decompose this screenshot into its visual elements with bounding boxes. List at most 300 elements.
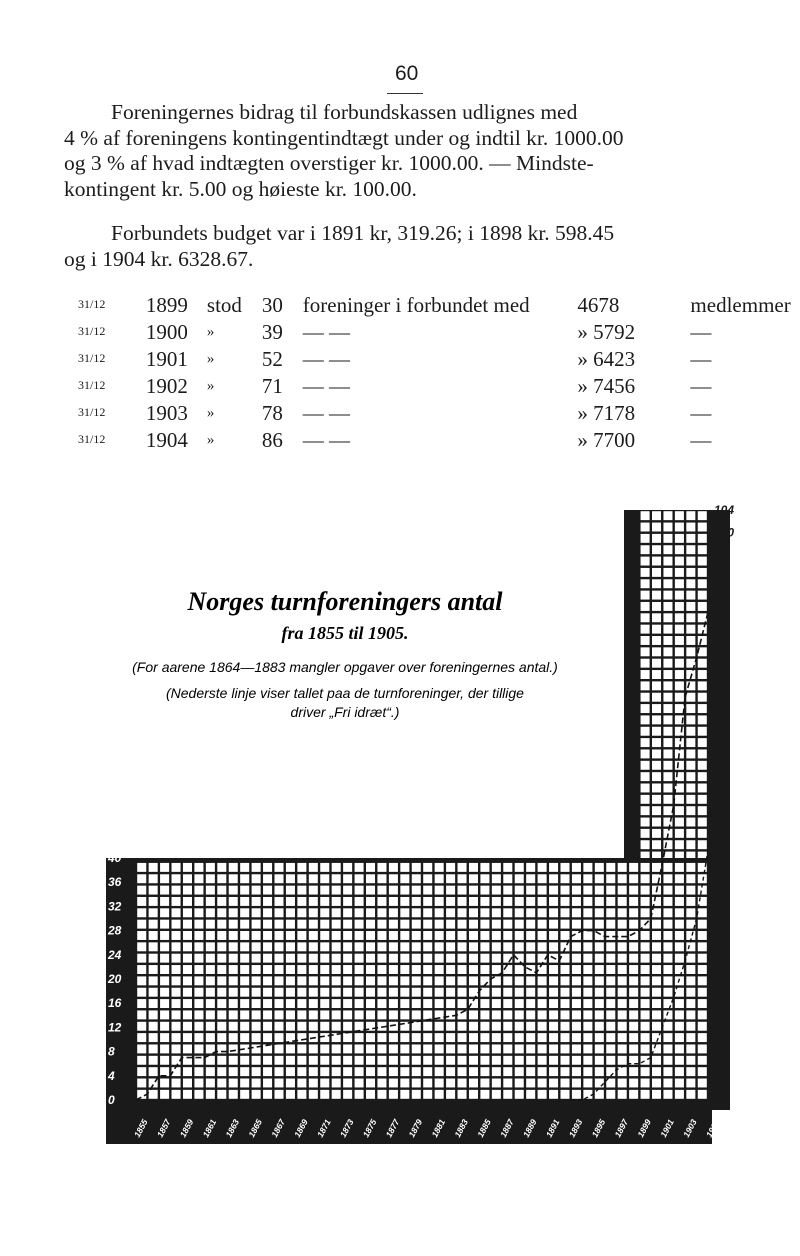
grid-cell — [149, 1044, 158, 1053]
grid-cell — [332, 1044, 341, 1053]
grid-cell — [263, 1033, 272, 1042]
x-tick-label: 1875 — [360, 1117, 379, 1139]
grid-cell — [503, 976, 512, 985]
grid-cell — [446, 965, 455, 974]
grid-cell — [274, 1044, 283, 1053]
grid-cell — [652, 784, 661, 793]
grid-cell — [274, 1022, 283, 1031]
grid-cell — [686, 965, 695, 974]
grid-cell — [652, 749, 661, 758]
grid-cell — [641, 897, 650, 906]
grid-cell — [698, 636, 707, 645]
table-cell-count: 86 — [261, 428, 283, 452]
grid-cell — [229, 863, 238, 872]
grid-cell — [446, 999, 455, 1008]
grid-cell — [652, 613, 661, 622]
grid-cell — [366, 999, 375, 1008]
grid-cell — [309, 988, 318, 997]
grid-cell — [149, 886, 158, 895]
grid-cell — [515, 863, 524, 872]
grid-cell — [343, 1067, 352, 1076]
grid-cell — [332, 908, 341, 917]
grid-cell — [469, 931, 478, 940]
grid-cell — [274, 999, 283, 1008]
grid-cell — [560, 1044, 569, 1053]
grid-cell — [297, 931, 306, 940]
grid-cell — [538, 1033, 547, 1042]
table-cell-stod: » — [206, 378, 215, 394]
grid-cell — [137, 976, 146, 985]
grid-cell — [217, 942, 226, 951]
grid-cell — [675, 897, 684, 906]
grid-cell — [366, 897, 375, 906]
grid-cell — [629, 1090, 638, 1099]
grid-cell — [194, 954, 203, 963]
grid-cell — [423, 954, 432, 963]
grid-cell — [240, 1056, 249, 1065]
grid-cell — [515, 1022, 524, 1031]
right-tick-label: 60 — [714, 752, 728, 767]
grid-cell — [412, 897, 421, 906]
grid-cell — [172, 1079, 181, 1088]
grid-cell — [297, 908, 306, 917]
grid-cell — [629, 897, 638, 906]
grid-cell — [492, 920, 501, 929]
grid-cell — [206, 908, 215, 917]
grid-cell — [686, 829, 695, 838]
grid-cell — [137, 1067, 146, 1076]
grid-cell — [194, 1022, 203, 1031]
grid-cell — [355, 954, 364, 963]
grid-cell — [377, 1056, 386, 1065]
grid-cell — [641, 613, 650, 622]
grid-cell — [172, 999, 181, 1008]
grid-cell — [606, 931, 615, 940]
grid-cell — [355, 1010, 364, 1019]
grid-cell — [343, 965, 352, 974]
grid-cell — [698, 829, 707, 838]
grid-cell — [526, 886, 535, 895]
grid-cell — [606, 1022, 615, 1031]
grid-cell — [172, 874, 181, 883]
grid-cell — [686, 874, 695, 883]
grid-cell — [572, 942, 581, 951]
grid-cell — [172, 976, 181, 985]
grid-cell — [355, 1044, 364, 1053]
grid-cell — [549, 863, 558, 872]
grid-cell — [229, 931, 238, 940]
table-cell-members: » 7456 — [577, 374, 636, 398]
grid-cell — [229, 965, 238, 974]
grid-cell — [355, 942, 364, 951]
grid-cell — [652, 965, 661, 974]
grid-cell — [137, 886, 146, 895]
grid-cell — [263, 976, 272, 985]
grid-cell — [400, 920, 409, 929]
grid-cell — [320, 1056, 329, 1065]
grid-cell — [698, 727, 707, 736]
grid-cell — [320, 999, 329, 1008]
grid-cell — [229, 1090, 238, 1099]
grid-cell — [286, 1090, 295, 1099]
grid-cell — [675, 534, 684, 543]
grid-cell — [320, 886, 329, 895]
grid-cell — [194, 1090, 203, 1099]
grid-cell — [663, 727, 672, 736]
right-tick-label: 56 — [714, 775, 728, 790]
grid-cell — [526, 863, 535, 872]
grid-cell — [503, 1044, 512, 1053]
grid-cell — [297, 1033, 306, 1042]
x-tick-label: 1901 — [658, 1117, 676, 1139]
grid-cell — [366, 1067, 375, 1076]
grid-cell — [160, 1044, 169, 1053]
grid-cell — [263, 874, 272, 883]
grid-cell — [515, 897, 524, 906]
grid-cell — [686, 715, 695, 724]
grid-cell — [526, 954, 535, 963]
grid-cell — [172, 1022, 181, 1031]
grid-cell — [297, 999, 306, 1008]
grid-cell — [663, 579, 672, 588]
table-cell-text: — — — [302, 428, 351, 452]
grid-cell — [480, 897, 489, 906]
grid-cell — [206, 965, 215, 974]
grid-cell — [560, 999, 569, 1008]
grid-cell — [663, 976, 672, 985]
grid-cell — [137, 1033, 146, 1042]
grid-cell — [469, 1022, 478, 1031]
grid-cell — [286, 1079, 295, 1088]
grid-cell — [389, 1044, 398, 1053]
x-tick-label: 1887 — [498, 1117, 516, 1139]
grid-cell — [663, 874, 672, 883]
grid-cell — [137, 1022, 146, 1031]
grid-cell — [183, 1067, 192, 1076]
grid-cell — [160, 908, 169, 917]
grid-cell — [686, 568, 695, 577]
grid-cell — [641, 1056, 650, 1065]
grid-cell — [172, 908, 181, 917]
grid-cell — [332, 863, 341, 872]
grid-cell — [663, 591, 672, 600]
grid-cell — [526, 988, 535, 997]
grid-cell — [389, 1090, 398, 1099]
grid-cell — [652, 670, 661, 679]
grid-cell — [274, 976, 283, 985]
grid-cell — [572, 863, 581, 872]
grid-cell — [343, 1079, 352, 1088]
grid-cell — [549, 1022, 558, 1031]
grid-cell — [595, 886, 604, 895]
grid-cell — [503, 1010, 512, 1019]
grid-cell — [389, 908, 398, 917]
right-tick-label: 24 — [714, 956, 728, 971]
grid-cell — [663, 886, 672, 895]
grid-cell — [400, 1079, 409, 1088]
right-tick-label: 36 — [714, 888, 728, 903]
grid-cell — [560, 863, 569, 872]
grid-cell — [446, 874, 455, 883]
grid-cell — [274, 863, 283, 872]
grid-cell — [549, 1010, 558, 1019]
grid-cell — [641, 534, 650, 543]
grid-cell — [652, 840, 661, 849]
grid-cell — [297, 1022, 306, 1031]
grid-cell — [641, 693, 650, 702]
grid-cell — [526, 942, 535, 951]
grid-cell — [263, 1079, 272, 1088]
grid-cell — [641, 761, 650, 770]
grid-cell — [595, 988, 604, 997]
grid-cell — [698, 1056, 707, 1065]
grid-cell — [377, 920, 386, 929]
grid-cell — [560, 1022, 569, 1031]
grid-cell — [503, 1022, 512, 1031]
grid-cell — [172, 954, 181, 963]
grid-cell — [663, 863, 672, 872]
paragraph-line: 4 % af foreningens kontingentindtægt under og indtil kr. 1000.00 — [64, 125, 624, 150]
grid-cell — [355, 1033, 364, 1042]
grid-cell — [572, 976, 581, 985]
right-tick-label: 52 — [714, 798, 728, 812]
grid-cell — [343, 976, 352, 985]
grid-cell — [572, 1067, 581, 1076]
grid-cell — [675, 908, 684, 917]
grid-cell — [652, 704, 661, 713]
grid-cell — [663, 625, 672, 634]
table-cell-count: 30 — [261, 293, 283, 317]
grid-cell — [229, 1079, 238, 1088]
grid-cell — [183, 976, 192, 985]
grid-cell — [652, 829, 661, 838]
x-tick-label: 1899 — [635, 1117, 654, 1139]
grid-cell — [652, 681, 661, 690]
grid-cell — [217, 1067, 226, 1076]
grid-cell — [458, 988, 467, 997]
grid-cell — [515, 976, 524, 985]
grid-cell — [400, 931, 409, 940]
right-tick-label: 20 — [714, 979, 728, 994]
grid-cell — [652, 761, 661, 770]
grid-cell — [297, 886, 306, 895]
grid-cell — [183, 897, 192, 906]
grid-cell — [252, 908, 261, 917]
grid-cell — [446, 954, 455, 963]
grid-cell — [572, 1010, 581, 1019]
grid-cell — [320, 988, 329, 997]
grid-cell — [252, 931, 261, 940]
grid-cell — [400, 1067, 409, 1076]
grid-cell — [572, 1044, 581, 1053]
grid-cell — [172, 897, 181, 906]
grid-cell — [698, 818, 707, 827]
grid-cell — [583, 954, 592, 963]
grid-cell — [206, 863, 215, 872]
grid-cell — [698, 1044, 707, 1053]
grid-cell — [389, 1033, 398, 1042]
right-tick-label: 32 — [714, 911, 728, 926]
grid-cell — [160, 999, 169, 1008]
grid-cell — [332, 999, 341, 1008]
grid-cell — [229, 1022, 238, 1031]
grid-cell — [229, 874, 238, 883]
grid-cell — [172, 920, 181, 929]
grid-cell — [675, 886, 684, 895]
grid-cell — [172, 988, 181, 997]
chart-title: Norges turnforeningers antal — [187, 587, 503, 616]
right-tick-label: 88 — [714, 593, 728, 608]
grid-cell — [297, 1079, 306, 1088]
grid-cell — [698, 613, 707, 622]
grid-cell — [389, 920, 398, 929]
grid-cell — [618, 897, 627, 906]
grid-cell — [458, 920, 467, 929]
grid-cell — [172, 1010, 181, 1019]
grid-cell — [389, 999, 398, 1008]
grid-cell — [663, 647, 672, 656]
grid-cell — [366, 1056, 375, 1065]
grid-cell — [641, 749, 650, 758]
grid-cell — [686, 942, 695, 951]
grid-cell — [377, 999, 386, 1008]
grid-cell — [560, 908, 569, 917]
grid-cell — [515, 1056, 524, 1065]
grid-cell — [160, 920, 169, 929]
x-tick-label: 1897 — [612, 1117, 631, 1139]
grid-cell — [641, 886, 650, 895]
grid-cell — [149, 988, 158, 997]
grid-cell — [618, 874, 627, 883]
grid-cell — [229, 976, 238, 985]
grid-cell — [446, 886, 455, 895]
grid-cell — [309, 999, 318, 1008]
grid-cell — [526, 1022, 535, 1031]
grid-cell — [560, 874, 569, 883]
grid-cell — [400, 886, 409, 895]
x-tick-label: 1895 — [589, 1117, 608, 1139]
grid-cell — [641, 1067, 650, 1076]
grid-cell — [332, 920, 341, 929]
grid-cell — [595, 920, 604, 929]
grid-cell — [194, 965, 203, 974]
grid-cell — [618, 1022, 627, 1031]
grid-cell — [629, 999, 638, 1008]
grid-cell — [686, 1056, 695, 1065]
grid-cell — [641, 557, 650, 566]
grid-cell — [320, 1067, 329, 1076]
grid-cell — [412, 965, 421, 974]
table-cell-year: 1903 — [145, 401, 188, 425]
table-cell-tail: — — [690, 401, 712, 425]
grid-cell — [458, 1022, 467, 1031]
grid-cell — [652, 920, 661, 929]
grid-cell — [217, 988, 226, 997]
grid-cell — [641, 829, 650, 838]
grid-cell — [309, 931, 318, 940]
grid-cell — [698, 1090, 707, 1099]
grid-cell — [515, 920, 524, 929]
grid-cell — [194, 908, 203, 917]
grid-cell — [309, 1090, 318, 1099]
grid-cell — [641, 727, 650, 736]
grid-cell — [675, 874, 684, 883]
grid-cell — [629, 988, 638, 997]
grid-cell — [686, 886, 695, 895]
grid-cell — [549, 976, 558, 985]
grid-cell — [629, 976, 638, 985]
grid-cell — [252, 1033, 261, 1042]
grid-cell — [252, 976, 261, 985]
grid-cell — [137, 999, 146, 1008]
right-tick-label: 44 — [714, 843, 728, 858]
grid-cell — [675, 818, 684, 827]
grid-cell — [343, 897, 352, 906]
grid-cell — [332, 897, 341, 906]
grid-cell — [641, 965, 650, 974]
grid-cell — [629, 1010, 638, 1019]
grid-cell — [389, 1079, 398, 1088]
grid-cell — [641, 772, 650, 781]
chart-note: (Nederste linje viser tallet paa de turnforeninger, der tillige — [166, 685, 524, 701]
grid-cell — [286, 988, 295, 997]
grid-cell — [675, 625, 684, 634]
grid-cell — [641, 704, 650, 713]
table-cell-stod: » — [206, 324, 215, 340]
grid-cell — [366, 1033, 375, 1042]
grid-cell — [366, 863, 375, 872]
grid-cell — [458, 908, 467, 917]
grid-cell — [240, 931, 249, 940]
x-tick-label: 1883 — [452, 1117, 470, 1139]
table-cell-count: 52 — [261, 347, 283, 371]
grid-cell — [149, 920, 158, 929]
grid-cell — [663, 965, 672, 974]
x-tick-label: 1873 — [337, 1117, 356, 1139]
grid-cell — [641, 1090, 650, 1099]
grid-cell — [572, 965, 581, 974]
grid-cell — [686, 806, 695, 815]
grid-cell — [652, 568, 661, 577]
grid-cell — [686, 1033, 695, 1042]
grid-cell — [446, 863, 455, 872]
grid-cell — [652, 931, 661, 940]
grid-cell — [618, 976, 627, 985]
grid-cell — [652, 591, 661, 600]
grid-cell — [183, 863, 192, 872]
grid-cell — [400, 908, 409, 917]
table-cell-date: 31/12 — [78, 378, 106, 392]
grid-cell — [675, 840, 684, 849]
grid-cell — [618, 988, 627, 997]
right-tick-label: 80 — [714, 639, 728, 654]
grid-cell — [194, 1079, 203, 1088]
grid-cell — [663, 931, 672, 940]
grid-cell — [492, 908, 501, 917]
grid-cell — [618, 920, 627, 929]
grid-cell — [206, 897, 215, 906]
grid-cell — [641, 1022, 650, 1031]
grid-cell — [320, 863, 329, 872]
grid-cell — [320, 1090, 329, 1099]
table-cell-date: 31/12 — [78, 297, 106, 311]
grid-cell — [560, 1033, 569, 1042]
grid-cell — [160, 954, 169, 963]
grid-cell — [606, 954, 615, 963]
grid-cell — [641, 1033, 650, 1042]
table-cell-date: 31/12 — [78, 351, 106, 365]
grid-cell — [366, 954, 375, 963]
